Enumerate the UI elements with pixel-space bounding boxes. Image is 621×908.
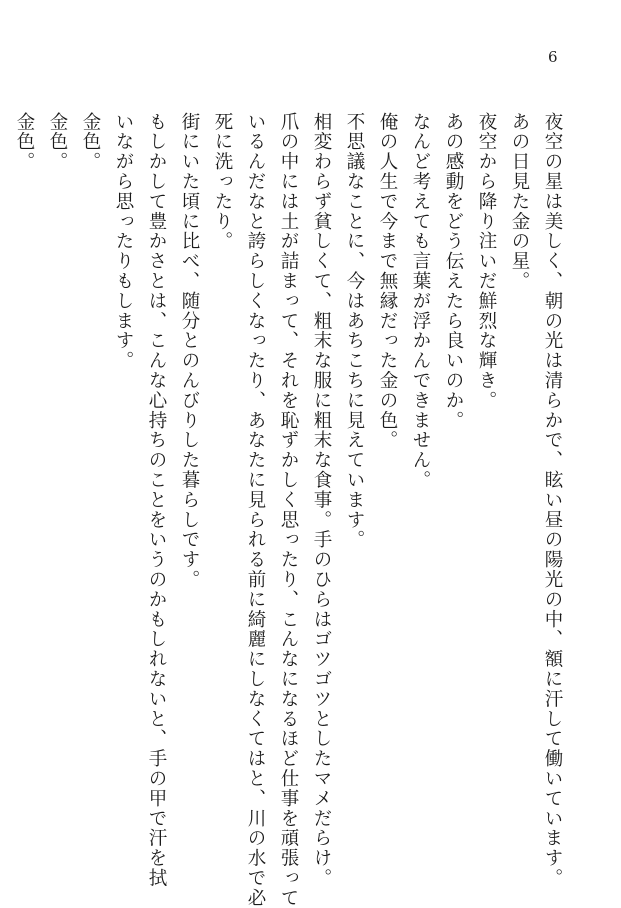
text-line-15: 金色。 (80, 112, 101, 172)
text-line-10: いるんだなと誇らしくなったり、あなたに見られる前に綺麗にしなくてはと、川の水で必 (245, 112, 266, 908)
text-line-17: 金色。 (14, 112, 35, 172)
text-line-13: もしかして豊かさとは、こんな心持ちのことをいうのかもしれないと、手の甲で汗を拭 (146, 112, 167, 889)
text-line-1: 夜空の星は美しく、朝の光は清らかで、眩い昼の陽光の中、額に汗して働いています。 (542, 112, 563, 889)
text-line-9: 爪の中には土が詰まって、それを恥ずかしく思ったり、こんなになるほど仕事を頑張って (278, 112, 299, 908)
text-line-3: 夜空から降り注いだ鮮烈な輝き。 (476, 112, 497, 411)
text-line-6: 俺の人生で今まで無縁だった金の色。 (377, 112, 398, 451)
page-number: 6 (548, 48, 558, 66)
text-line-5: なんど考えても言葉が浮かんできません。 (410, 112, 431, 491)
text-line-8: 相変わらず貧しくて、粗末な服に粗末な食事。手のひらはゴツゴツとしたマメだらけ。 (311, 112, 332, 889)
text-line-4: あの感動をどう伝えたら良いのか。 (443, 112, 464, 431)
vertical-text-body (8, 112, 569, 908)
text-line-11: 死に洗ったり。 (212, 112, 233, 252)
text-line-14: いながら思ったりもします。 (113, 112, 134, 371)
text-line-2: あの日見た金の星。 (509, 112, 530, 292)
text-line-16: 金色。 (47, 112, 68, 172)
text-line-12: 街にいた頃に比べ、随分とのんびりした暮らしです。 (179, 112, 200, 590)
text-line-7: 不思議なことに、今はあちこちに見えています。 (344, 112, 365, 550)
